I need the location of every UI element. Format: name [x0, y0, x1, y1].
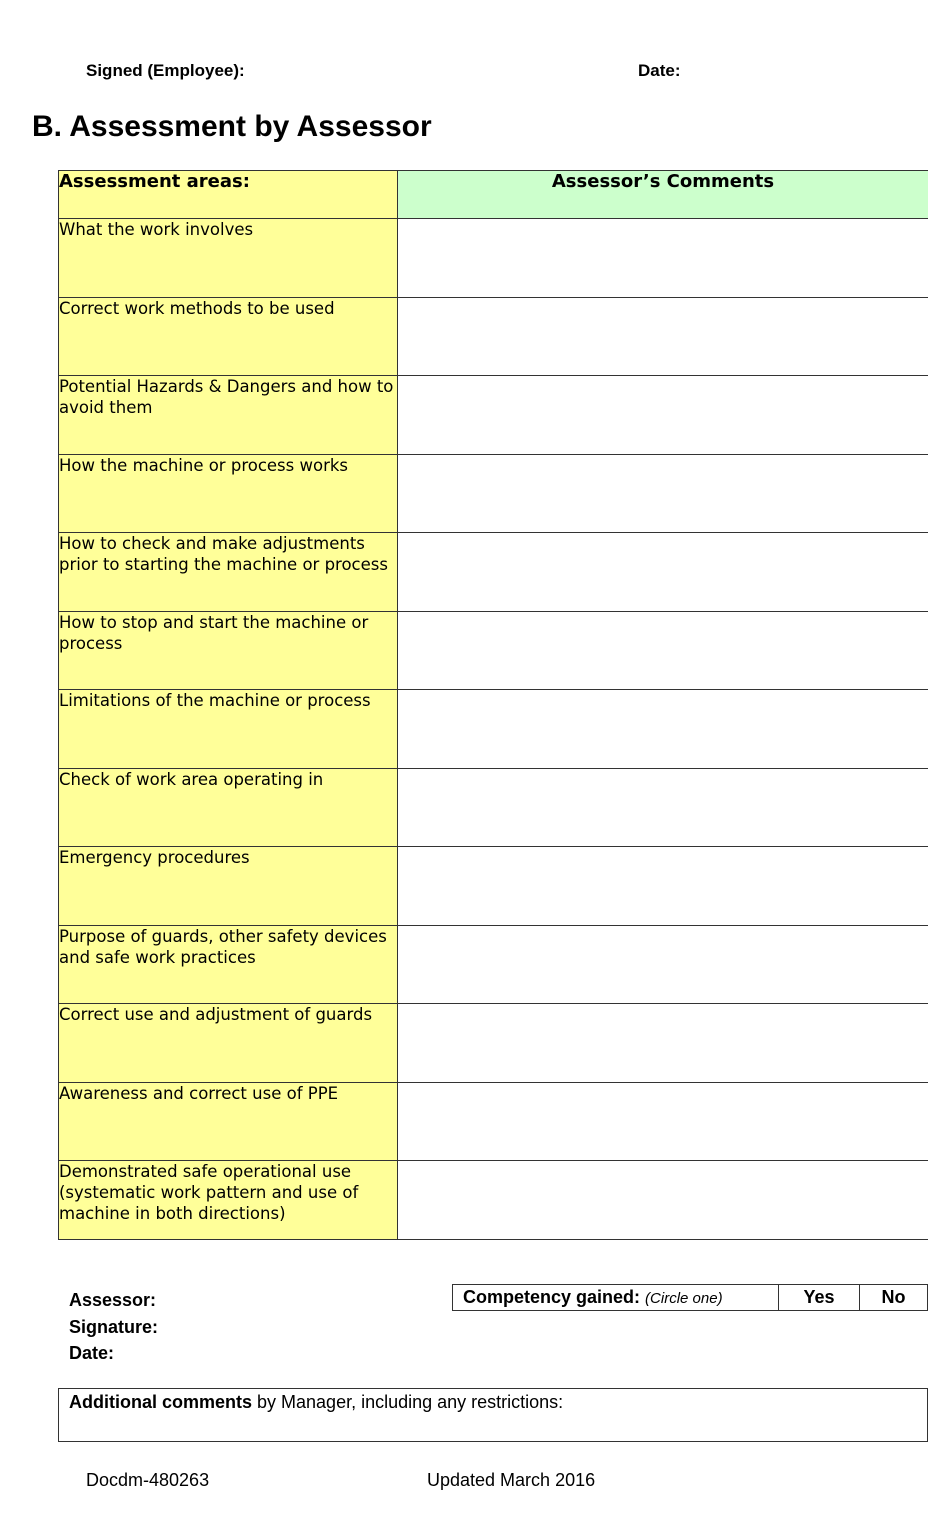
- signature-label: Signature:: [69, 1316, 159, 1337]
- assessor-label: Assessor:: [69, 1290, 157, 1310]
- additional-comments-box[interactable]: [58, 1388, 928, 1442]
- assessor-comment-cell[interactable]: [398, 690, 928, 769]
- footer-doc-id: Docdm-480263: [86, 1470, 210, 1490]
- competency-label: [453, 1285, 779, 1310]
- assessment-area-cell: What the work involves: [59, 219, 398, 298]
- assessor-comment-cell[interactable]: [398, 925, 928, 1004]
- assessor-comment-cell[interactable]: [398, 847, 928, 926]
- assessor-comment-cell[interactable]: [398, 376, 928, 455]
- section-title: B. Assessment by Assessor: [32, 110, 432, 143]
- assessor-comment-cell[interactable]: [398, 454, 928, 533]
- table-row: [59, 847, 928, 926]
- competency-box: [452, 1284, 928, 1311]
- assessor-comment-cell[interactable]: [398, 1004, 928, 1083]
- table-header-row: [59, 171, 928, 219]
- assessment-area-cell: Awareness and correct use of PPE: [59, 1082, 398, 1161]
- assessment-table: [58, 170, 928, 1240]
- table-row: [59, 1004, 928, 1083]
- table-row: [59, 454, 928, 533]
- assessor-comment-cell[interactable]: [398, 533, 928, 612]
- assessment-area-cell: Check of work area operating in: [59, 768, 398, 847]
- table-row: [59, 925, 928, 1004]
- competency-label-text: Competency gained:: [463, 1287, 641, 1307]
- date-label: Date:: [638, 61, 681, 80]
- assessor-comment-cell[interactable]: [398, 611, 928, 690]
- table-row: [59, 611, 928, 690]
- table-row: [59, 219, 928, 298]
- assessor-comment-cell[interactable]: [398, 1161, 928, 1240]
- assessment-area-cell: Emergency procedures: [59, 847, 398, 926]
- table-row: [59, 297, 928, 376]
- table-row: [59, 533, 928, 612]
- table-row: [59, 1082, 928, 1161]
- assessor-comments-header: Assessor’s Comments: [398, 171, 928, 219]
- assessment-area-cell: Purpose of guards, other safety devices and safe work practices: [59, 925, 398, 1004]
- table-row: [59, 768, 928, 847]
- assessor-comment-cell[interactable]: [398, 1082, 928, 1161]
- table-row: [59, 1161, 928, 1240]
- assessment-area-cell: How the machine or process works: [59, 454, 398, 533]
- competency-yes-option[interactable]: Yes: [779, 1285, 860, 1310]
- assessment-area-cell: How to check and make adjustments prior to starting the machine or process: [59, 533, 398, 612]
- additional-comments-rest: by Manager, including any restrictions:: [252, 1392, 564, 1412]
- assessment-area-cell: Demonstrated safe operational use (systematic work pattern and use of machine in both directions): [59, 1161, 398, 1240]
- table-row: [59, 690, 928, 769]
- assessment-areas-header: Assessment areas:: [59, 171, 398, 219]
- competency-hint: (Circle one): [645, 1290, 723, 1307]
- competency-no-option[interactable]: No: [881, 1287, 906, 1307]
- assessment-area-cell: Potential Hazards & Dangers and how to avoid them: [59, 376, 398, 455]
- assessor-comment-cell[interactable]: [398, 297, 928, 376]
- signed-employee-label: Signed (Employee):: [86, 61, 245, 80]
- assessment-area-cell: Correct work methods to be used: [59, 297, 398, 376]
- assessor-comment-cell[interactable]: [398, 219, 928, 298]
- assessor-block: [69, 1287, 158, 1367]
- assessor-date-label: Date:: [69, 1343, 115, 1363]
- assessment-area-cell: How to stop and start the machine or process: [59, 611, 398, 690]
- table-row: [59, 376, 928, 455]
- assessment-area-cell: Limitations of the machine or process: [59, 690, 398, 769]
- footer-updated: Updated March 2016: [427, 1470, 596, 1490]
- assessor-comment-cell[interactable]: [398, 768, 928, 847]
- additional-comments-label: Additional comments: [69, 1392, 253, 1412]
- assessment-area-cell: Correct use and adjustment of guards: [59, 1004, 398, 1083]
